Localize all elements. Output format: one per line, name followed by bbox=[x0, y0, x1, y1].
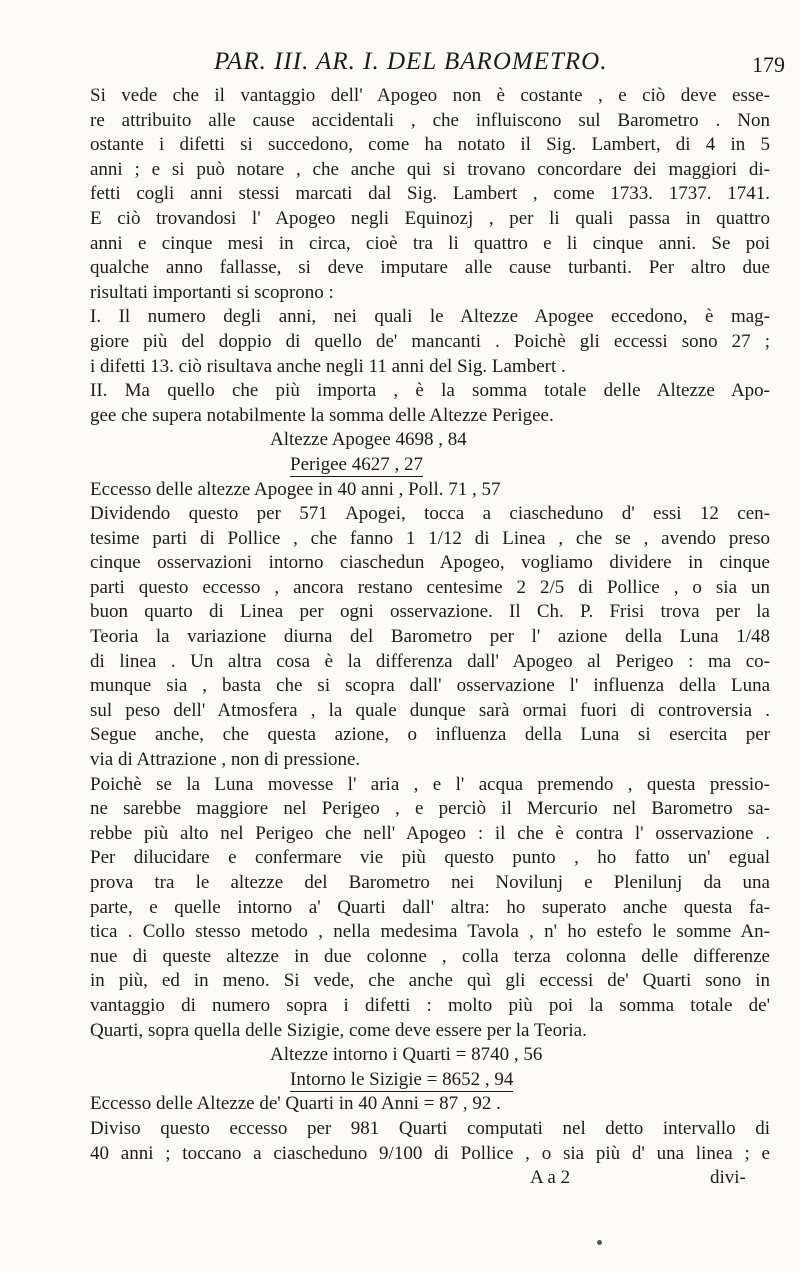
text-line-content: di linea . Un altra cosa è la differenza dall' Apogeo al Perigeo : ma co- bbox=[90, 650, 770, 672]
text-line-content: anni ; e si può notare , che anche qui si trovano concordare dei maggiori di- bbox=[90, 158, 770, 180]
text-line-content: rebbe più alto nel Perigeo che nell' Apogeo : il che è contra l' osservazione . bbox=[90, 822, 770, 844]
text-line bbox=[90, 207, 770, 232]
text-line-content: re attribuito alle cause accidentali , che influiscono sul Barometro . Non bbox=[90, 109, 770, 131]
text-line bbox=[90, 551, 770, 576]
text-line bbox=[90, 478, 770, 503]
text-line-content: Segue anche, che questa azione, o influenza della Luna si esercita per bbox=[90, 724, 770, 746]
text-line-content: i difetti 13. ciò risultava anche negli 11 anni del Sig. Lambert . bbox=[90, 355, 566, 377]
text-line-content: Altezze intorno i Quarti = 8740 , 56 bbox=[270, 1044, 543, 1066]
text-line-content: parti questo eccesso , ancora restano centesime 2 2/5 di Pollice , o sia un bbox=[90, 576, 770, 598]
text-line bbox=[90, 625, 770, 650]
text-line-content: parte, e quelle intorno a' Quarti dall' altra: ho superato anche questa fa- bbox=[90, 896, 770, 918]
text-line bbox=[90, 994, 770, 1019]
text-line bbox=[90, 502, 770, 527]
page-number: 179 bbox=[752, 52, 785, 77]
text-line bbox=[90, 305, 770, 330]
text-line-content: Dividendo questo per 571 Apogei, tocca a ciascheduno d' essi 12 cen- bbox=[90, 503, 770, 525]
text-line-content: vantaggio di numero sopra i difetti : molto più poi la somma totale de' bbox=[90, 994, 770, 1016]
text-line bbox=[90, 379, 770, 404]
catchword: divi- bbox=[710, 1167, 746, 1189]
text-line-content: Per dilucidare e confermare vie più questo punto , ho fatto un' egual bbox=[90, 847, 770, 869]
text-line-content: ostante i difetti si succedono, come ha notato il Sig. Lambert, di 4 in 5 bbox=[90, 134, 770, 156]
text-line bbox=[90, 896, 770, 921]
running-head: PAR. III. AR. I. DEL BAROMETRO. bbox=[214, 48, 608, 75]
text-line bbox=[90, 281, 770, 306]
text-line-content: Perigee 4627 , 27 bbox=[290, 453, 423, 475]
text-line bbox=[90, 600, 770, 625]
text-line-content: Eccesso delle altezze Apogee in 40 anni , Poll. 71 , 57 bbox=[90, 478, 501, 500]
text-line bbox=[90, 920, 770, 945]
text-line-content: sul peso dell' Atmosfera , la quale dunque sarà ormai fuori di controversia . bbox=[90, 699, 770, 721]
text-line-content: via di Attrazione , non di pressione. bbox=[90, 749, 361, 771]
text-line-content: prova tra le altezze del Barometro nei Novilunj e Plenilunj da una bbox=[90, 872, 770, 893]
text-line-content: Quarti, sopra quella delle Sizigie, come deve essere per la Teoria. bbox=[90, 1019, 587, 1041]
text-line-content: II. Ma quello che più importa , è la somma totale delle Altezze Apo- bbox=[90, 380, 770, 402]
text-line-content: tesime parti di Pollice , che fanno 1 1/12 di Linea , che se , avendo preso bbox=[90, 527, 770, 549]
text-line-content: 40 anni ; toccano a ciascheduno 9/100 di Pollice , o sia più d' una linea ; e bbox=[90, 1142, 770, 1164]
signature-mark: A a 2 bbox=[530, 1167, 571, 1189]
text-line-content: nue di queste altezze in due colonne , colla terza colonna delle differenze bbox=[90, 945, 770, 967]
text-line bbox=[90, 1092, 770, 1117]
text-line bbox=[90, 355, 770, 380]
text-line bbox=[90, 1043, 770, 1068]
text-line bbox=[90, 1142, 770, 1167]
text-line-content: Si vede che il vantaggio dell' Apogeo non è costante , e ciò deve esse- bbox=[90, 85, 770, 106]
text-line bbox=[90, 969, 770, 994]
text-line-content: E ciò trovandosi l' Apogeo negli Equinozj , per li quali passa in quattro bbox=[90, 207, 770, 229]
text-line bbox=[90, 404, 770, 429]
text-line-content: tica . Collo stesso metodo , nella medesima Tavola , n' ho estefo le somme An- bbox=[90, 921, 770, 943]
text-line-content: Teoria la variazione diurna del Barometro per l' azione della Luna 1/48 bbox=[90, 626, 770, 648]
text-line bbox=[90, 674, 770, 699]
text-line bbox=[90, 1068, 770, 1093]
text-line-content: buon quarto di Linea per ogni osservazione. Il Ch. P. Frisi trova per la bbox=[90, 601, 770, 623]
text-line bbox=[90, 84, 770, 109]
text-line-content: qualche anno fallasse, si deve imputare alle cause turbanti. Per altro due bbox=[90, 257, 770, 279]
text-line bbox=[90, 1019, 770, 1044]
text-line bbox=[90, 797, 770, 822]
text-line-content: Altezze Apogee 4698 , 84 bbox=[270, 429, 467, 451]
page-header bbox=[0, 48, 800, 88]
text-line-content: cinque osservazioni intorno ciaschedun Apogeo, vogliamo dividere in cinque bbox=[90, 552, 770, 574]
page-footer bbox=[90, 1166, 770, 1191]
text-line-content: munque sia , basta che si scopra dall' osservazione l' influenza della Luna bbox=[90, 675, 770, 697]
text-line bbox=[90, 428, 770, 453]
text-line-content: risultati importanti si scoprono : bbox=[90, 281, 334, 303]
text-line bbox=[90, 256, 770, 281]
text-line bbox=[90, 650, 770, 675]
text-line-content: I. Il numero degli anni, nei quali le Altezze Apogee eccedono, è mag- bbox=[90, 306, 770, 328]
text-line bbox=[90, 945, 770, 970]
text-line bbox=[90, 576, 770, 601]
text-line-content: anni e cinque mesi in circa, cioè tra li quattro e li cinque anni. Se poi bbox=[90, 232, 770, 254]
text-line-content: gee che supera notabilmente la somma delle Altezze Perigee. bbox=[90, 404, 554, 426]
text-line bbox=[90, 822, 770, 847]
text-line bbox=[90, 846, 770, 871]
text-line bbox=[90, 748, 770, 773]
text-line bbox=[90, 133, 770, 158]
text-line-content: fetti cogli anni stessi marcati dal Sig. Lambert , come 1733. 1737. 1741. bbox=[90, 183, 770, 205]
ink-speck bbox=[597, 1240, 602, 1245]
text-line bbox=[90, 182, 770, 207]
text-line bbox=[90, 723, 770, 748]
text-line bbox=[90, 158, 770, 183]
text-line-content: Diviso questo eccesso per 981 Quarti computati nel detto intervallo di bbox=[90, 1117, 770, 1139]
text-line bbox=[90, 232, 770, 257]
text-line bbox=[90, 453, 770, 478]
text-line bbox=[90, 871, 770, 896]
text-line bbox=[90, 330, 770, 355]
body-text bbox=[90, 84, 770, 1191]
text-line-content: Eccesso delle Altezze de' Quarti in 40 Anni = 87 , 92 . bbox=[90, 1093, 501, 1115]
text-line-content: ne sarebbe maggiore nel Perigeo , e perciò il Mercurio nel Barometro sa- bbox=[90, 798, 770, 820]
text-line-content: in più, ed in meno. Si vede, che anche quì gli eccessi de' Quarti sono in bbox=[90, 970, 770, 992]
text-line-content: giore più del doppio di quello de' mancanti . Poichè gli eccessi sono 27 ; bbox=[90, 330, 770, 352]
text-line bbox=[90, 699, 770, 724]
text-line-content: Intorno le Sizigie = 8652 , 94 bbox=[290, 1068, 514, 1090]
text-line-content: Poichè se la Luna movesse l' aria , e l' acqua premendo , questa pressio- bbox=[90, 773, 770, 795]
text-line bbox=[90, 109, 770, 134]
text-line bbox=[90, 1117, 770, 1142]
text-line bbox=[90, 773, 770, 798]
text-line bbox=[90, 527, 770, 552]
